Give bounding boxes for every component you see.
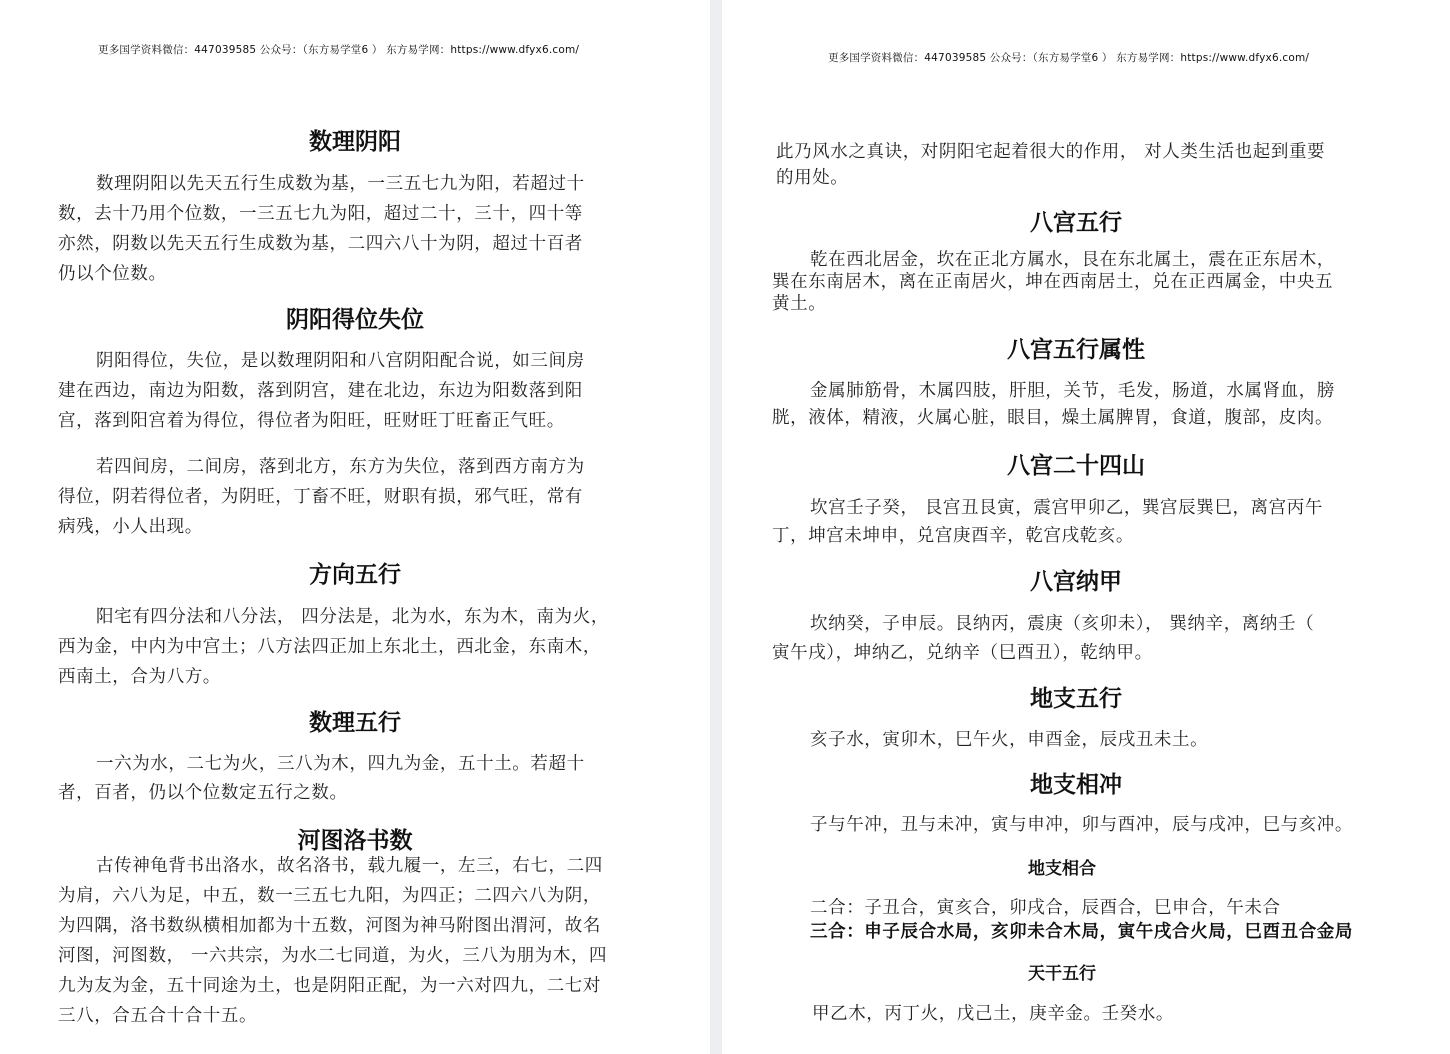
text-line: 三八，合五合十合十五。 (58, 1006, 258, 1026)
text-line-bold: 三合：申子辰合水局，亥卯未合木局，寅午戌合火局，巳酉丑合金局 (810, 922, 1353, 942)
paragraph (772, 494, 1323, 550)
text-line: 坎宫壬子癸， 艮宫丑艮寅，震宫甲卯乙，巽宫辰巽巳，离宫丙午 (810, 498, 1323, 518)
paragraph (772, 727, 1208, 753)
text-line: 若四间房，二间房，落到北方，东方为失位，落到西方南方为 (96, 457, 585, 477)
section-title: 八宫二十四山 (1007, 453, 1145, 479)
text-line: 寅午戌），坤纳乙，兑纳辛（巳酉丑），乾纳甲。 (772, 643, 1153, 663)
paragraph (810, 896, 1353, 944)
text-line: 为肩，六八为足，中五，数一三五七九阳，为四正；二四六八为阴， (58, 886, 601, 906)
paragraph (772, 812, 1353, 838)
paragraph (58, 452, 585, 542)
section-title: 天干五行 (1028, 964, 1096, 984)
text-line: 九为友为金，五十同途为土，也是阴阳正配，为一六对四九，二七对 (58, 976, 601, 996)
section-title: 阴阳得位失位 (286, 307, 424, 333)
text-line: 宫，落到阳宫着为得位，得位者为阳旺，旺财旺丁旺畜正气旺。 (58, 411, 565, 431)
paragraph (812, 1001, 1174, 1027)
paragraph (58, 602, 609, 692)
section-title: 方向五行 (309, 562, 401, 588)
paragraph (58, 750, 585, 808)
paragraph (58, 169, 585, 289)
section-title: 八宫五行 (1030, 210, 1122, 236)
text-line: 者，百者，仍以个位数定五行之数。 (58, 783, 348, 803)
text-line: 古传神龟背书出洛水，故名洛书，载九履一，左三，右七，二四 (96, 856, 603, 876)
text-line: 丁，坤宫未坤申，兑宫庚酉辛，乾宫戌乾亥。 (772, 526, 1134, 546)
text-line: 河图，河图数， 一六共宗，为水二七同道，为火，三八为朋为木，四 (58, 946, 608, 966)
document-page-right (722, 0, 1450, 1054)
text-line: 阳宅有四分法和八分法， 四分法是，北为水，东为木，南为火， (96, 607, 609, 627)
text-line: 一六为水，二七为火，三八为木，四九为金，五十土。若超十 (96, 754, 585, 774)
page-header: 更多国学资料微信：447039585 公众号：（东方易学堂6 ） 东方易学网：https://www.dfyx6.com/ (98, 44, 580, 56)
section-title: 数理阴阳 (309, 129, 401, 155)
text-line: 病残，小人出现。 (58, 517, 203, 537)
section-title: 地支相合 (1028, 859, 1096, 879)
text-line: 二合：子丑合，寅亥合，卯戌合，辰酉合，巳申合，午未合 (810, 898, 1281, 918)
paragraph (776, 139, 1325, 191)
text-line: 数，去十乃用个位数，一三五七九为阳，超过二十，三十，四十等 (58, 204, 583, 224)
text-line: 金属肺筋骨，木属四肢，肝胆，关节，毛发，肠道，水属肾血，膀 (810, 381, 1335, 401)
section-title: 河图洛书数 (297, 828, 413, 854)
text-line: 乾在西北居金，坎在正北方属水，艮在东北属土，震在正东居木， (810, 250, 1335, 270)
paragraph (772, 378, 1335, 432)
text-line: 的用处。 (776, 168, 849, 188)
text-line: 亦然，阴数以先天五行生成数为基，二四六八十为阴，超过十百者 (58, 234, 583, 254)
section-title: 地支五行 (1030, 686, 1122, 712)
text-line: 甲乙木，丙丁火，戊己土，庚辛金。壬癸水。 (812, 1004, 1174, 1024)
text-line: 此乃风水之真诀，对阴阳宅起着很大的作用， 对人类生活也起到重要 (776, 142, 1326, 162)
text-line: 数理阴阳以先天五行生成数为基，一三五七九为阳，若超过十 (96, 174, 585, 194)
text-line: 仍以个位数。 (58, 264, 167, 284)
text-line: 为四隅，洛书数纵横相加都为十五数，河图为神马附图出渭河，故名 (58, 916, 601, 936)
text-line: 黄土。 (772, 294, 827, 314)
text-line: 西为金，中内为中宫土；八方法四正加上东北土，西北金，东南木， (58, 637, 601, 657)
text-line: 得位，阴若得位者，为阴旺，丁畜不旺，财职有损，邪气旺，常有 (58, 487, 583, 507)
document-page-left (0, 0, 710, 1054)
section-title: 八宫纳甲 (1030, 569, 1122, 595)
section-title: 数理五行 (309, 710, 401, 736)
paragraph (772, 610, 1314, 668)
text-line: 子与午冲，丑与未冲，寅与申冲，卯与酉冲，辰与戌冲，巳与亥冲。 (810, 815, 1353, 835)
paragraph (58, 346, 585, 436)
section-title: 地支相冲 (1030, 772, 1122, 798)
text-line: 阴阳得位，失位，是以数理阴阳和八宫阴阳配合说，如三间房 (96, 351, 585, 371)
paragraph (58, 851, 607, 1031)
section-title: 八宫五行属性 (1007, 337, 1145, 363)
text-line: 建在西边，南边为阳数，落到阴宫，建在北边，东边为阳数落到阳 (58, 381, 583, 401)
paragraph (772, 249, 1335, 315)
page-header: 更多国学资料微信：447039585 公众号：（东方易学堂6 ） 东方易学网：https://www.dfyx6.com/ (828, 52, 1310, 64)
text-line: 胱，液体，精液，火属心脏，眼目，燥土属脾胃，食道，腹部，皮肉。 (772, 408, 1334, 428)
text-line: 西南土，合为八方。 (58, 667, 221, 687)
text-line: 亥子水，寅卯木，巳午火，申酉金，辰戌丑未土。 (810, 730, 1209, 750)
text-line: 坎纳癸，子申辰。艮纳丙，震庚（亥卯未）， 巽纳辛，离纳壬（ (810, 614, 1315, 634)
text-line: 巽在东南居木，离在正南居火，坤在西南居土，兑在正西属金，中央五 (772, 272, 1334, 292)
